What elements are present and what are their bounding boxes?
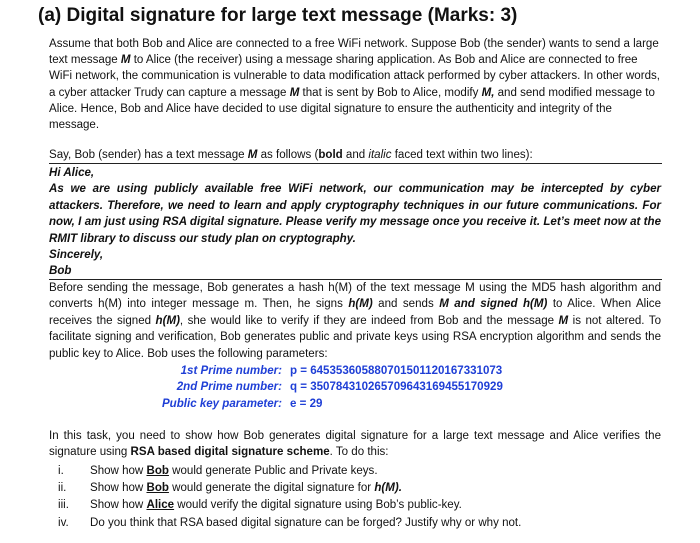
list-item: [49, 497, 661, 514]
task-steps-list: [49, 463, 661, 532]
procedure-paragraph: [49, 280, 661, 362]
list-text: Show how Bob would generate Public and Private keys.: [90, 465, 378, 477]
procedure-text-2: and sends: [372, 298, 440, 311]
parameter-value: e = 29: [290, 397, 323, 410]
message-symbol: M,: [481, 86, 495, 99]
list-item: [49, 515, 661, 532]
bold-word: bold: [318, 149, 343, 161]
intro-text-3: that is sent by Bob to Alice, modify: [299, 86, 482, 99]
task-text-2: . To do this:: [329, 446, 389, 459]
message-greeting: Hi Alice,: [49, 167, 95, 179]
procedure-text-1: Before sending the message, Bob generates a hash h(M) of the text message M using the MD5 hash algorithm and converts h(M) into integer message m. Then, he signs: [49, 282, 661, 311]
scheme-name: RSA based digital signature scheme: [130, 446, 330, 459]
procedure-text-4: , she would like to verify if they are indeed from Bob and the message: [179, 314, 559, 327]
say-text-4: faced text within two lines):: [391, 149, 533, 161]
list-number: iv.: [58, 516, 69, 529]
message-symbol: M: [558, 314, 569, 327]
italic-word: italic: [368, 149, 392, 161]
say-text-2: as follows (: [257, 149, 319, 161]
list-number: i.: [58, 465, 64, 477]
intro-text-4: and send modified message to Alice. Hence, Bob and Alice have decided to use digital signature to ensure the authenticity and integrity of the message.: [49, 86, 655, 132]
divider-top: [49, 163, 662, 164]
hash-symbol: h(M): [155, 314, 180, 327]
list-number: ii.: [58, 482, 67, 495]
parameter-label: Public key parameter:: [161, 397, 282, 410]
list-item: [49, 480, 661, 497]
section-heading: (a) Digital signature for large text message (Marks: 3): [38, 5, 518, 26]
procedure-text-3: to Alice. When Alice receives the signed: [49, 298, 662, 327]
intro-paragraph: [49, 36, 661, 133]
message-body: As we are using publicly available free WiFi network, our communication may be intercepted by cyber attackers. Therefore, we need to learn and apply cryptography techniques in our future communications. For now, I am just using RSA digital signature. Please verify my message once you receive it. Let’s meet now at the RMIT library to discuss our study plan on cryptography.: [49, 183, 661, 245]
message-box: [49, 165, 661, 280]
message-signature-name: Bob: [49, 265, 72, 278]
list-number: iii.: [58, 499, 69, 512]
parameter-label: 1st Prime number:: [180, 365, 282, 377]
list-text: Show how Bob would generate the digital signature for h(M).: [90, 482, 402, 495]
intro-text-2: to Alice (the receiver) using a message sharing application. As Bob and Alice are connected to free WiFi network, the communication is vulnerable to data modification attack performed by cyber attackers. In other words, a cyber attacker Trudy can capture a message: [49, 54, 660, 99]
task-text-1: In this task, you need to show how Bob generates digital signature for a large text message and Alice verifies the signature using: [49, 430, 661, 459]
message-intro-line: [49, 148, 661, 163]
message-symbol: M: [120, 54, 131, 67]
say-text-1: Say, Bob (sender) has a text message: [49, 149, 248, 161]
list-text: Do you think that RSA based digital signature can be forged? Justify why or why not.: [90, 516, 522, 529]
list-item: [49, 463, 661, 480]
procedure-text-5: is not altered. To facilitate signing and verification, Bob generates public and private keys using RSA encryption algorithm and sends the public key to Alice. Bob uses the following parameters:: [49, 314, 661, 360]
say-text-3: and: [342, 149, 369, 161]
signed-phrase: M and signed h(M): [439, 298, 548, 311]
message-symbol: M: [247, 149, 258, 161]
task-paragraph: [49, 428, 661, 461]
parameter-value: q = 350784310265709643169455170929: [290, 381, 503, 394]
list-text: Show how Alice would verify the digital signature using Bob’s public-key.: [90, 499, 462, 512]
parameter-label: 2nd Prime number:: [176, 381, 282, 394]
message-closing: Sincerely,: [49, 249, 104, 262]
parameter-value: p = 645353605880701501120167331073: [290, 365, 503, 377]
hash-symbol: h(M): [348, 298, 373, 311]
message-symbol: M: [289, 86, 300, 99]
intro-text-1: Assume that both Bob and Alice are connected to a free WiFi network. Suppose Bob (the sender) wants to send a large text message: [49, 38, 659, 67]
